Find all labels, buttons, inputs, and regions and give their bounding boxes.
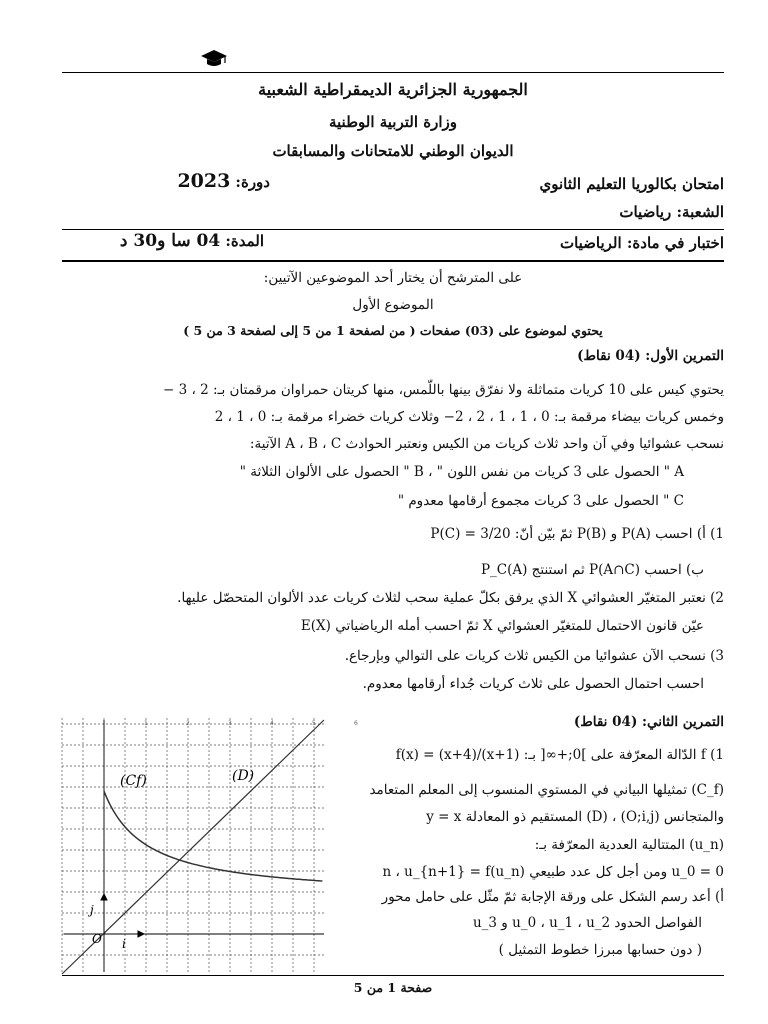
choose-instruction: على المترشح أن يختار أحد الموضوعين الآتيين: bbox=[263, 270, 523, 286]
duration bbox=[64, 231, 264, 251]
ex1-line-4: A " الحصول على 3 كريات من نفس اللون " ، B " الحصول على الألوان الثلاثة " bbox=[239, 464, 684, 480]
duration-label: المدة: bbox=[225, 232, 264, 250]
ex1-line-10: 3) نسحب الآن عشوائيا من الكيس ثلاث كريات على التوالي وبإرجاع. bbox=[344, 648, 724, 664]
exercise1-title: التمرين الأول: (04 نقاط) bbox=[577, 348, 724, 364]
ex2-line-5: u_0 = 0 ومن أجل كل عدد طبيعي n ، u_{n+1} = f(u_n) bbox=[382, 864, 724, 880]
ex2-line-2: (C_f) تمثيلها البياني في المستوي المنسوب إلى المعلم المتعامد bbox=[369, 782, 724, 798]
axis-number: 6 bbox=[354, 720, 358, 727]
footer-rule bbox=[62, 975, 724, 976]
ex1-line-2: وخمس كريات بيضاء مرقمة بـ: 0 ، 1 ، 1 ، 2 ، 2− وثلاث كريات خضراء مرقمة بـ: 0 ، 1 ، 2 bbox=[214, 409, 724, 425]
duration-value: 04 سا و30 د bbox=[119, 231, 221, 251]
ex2-line-1: 1) f الدّالة المعرّفة على ]0;+∞[ بـ: f(x) = (x+4)/(x+1) bbox=[395, 747, 724, 763]
ex1-line-5: C " الحصول على 3 كريات مجموع أرقامها معدوم " bbox=[397, 493, 684, 509]
curve-cf bbox=[104, 791, 322, 881]
ex2-line-3: والمتجانس (O;i,j) ، (D) المستقيم ذو المعادلة y = x bbox=[426, 809, 724, 825]
exercise2-title: التمرين الثاني: (04 نقاط) bbox=[573, 714, 724, 730]
axis-number: 3 bbox=[228, 720, 232, 727]
ex1-line-1: يحتوي كيس على 10 كريات متماثلة ولا نفرّق بينها باللّمس، منها كريتان حمراوان مرقمتان بـ: 2 ، 3 − bbox=[162, 382, 724, 398]
axis-number: 4 bbox=[270, 720, 274, 727]
j-label: j bbox=[90, 903, 94, 917]
office-title: الديوان الوطني للامتحانات والمسابقات bbox=[272, 142, 514, 160]
branch: الشعبة: رياضيات bbox=[619, 203, 724, 221]
top-rule bbox=[62, 72, 724, 73]
republic-title: الجمهورية الجزائرية الديمقراطية الشعبية bbox=[258, 80, 528, 99]
ex1-line-3: نسحب عشوائيا وفي آن واحد ثلاث كريات من الكيس ونعتبر الحوادث A ، B ، C الآتية: bbox=[249, 436, 724, 452]
subject: اختبار في مادة: الرياضيات bbox=[559, 234, 724, 252]
page-number: صفحة 1 من 5 bbox=[353, 980, 433, 995]
ministry-title: وزارة التربية الوطنية bbox=[328, 113, 457, 131]
ex1-line-6: 1) أ) احسب P(A) و P(B) ثمّ بيّن أنّ: P(C) = 3/20 bbox=[430, 526, 724, 542]
ex2-line-4: (u_n) المتتالية العددية المعرّفة بـ: bbox=[534, 837, 724, 853]
ex1-line-7: ب) احسب P(A∩C) ثم استنتج P_C(A) bbox=[480, 562, 704, 578]
vector-j-arrow bbox=[101, 894, 107, 900]
header-rule-1 bbox=[62, 229, 724, 230]
ex1-line-11: احسب احتمال الحصول على ثلاث كريات جُداء أرقامها معدوم. bbox=[362, 676, 704, 692]
topic-title: الموضوع الأول bbox=[352, 297, 434, 313]
exam-title: امتحان بكالوريا التعليم الثانوي bbox=[539, 175, 724, 193]
ex2-line-6: أ) أعد رسم الشكل على ورقة الإجابة ثمّ مثّل على حامل محور bbox=[381, 889, 724, 905]
function-graph bbox=[62, 718, 358, 974]
axis-number: 5 bbox=[312, 720, 316, 727]
ex1-line-9: عيّن قانون الاحتمال للمتغيّر العشوائي X ثمّ احسب أمله الرياضياتي E(X) bbox=[300, 618, 704, 634]
axis-number: 2 bbox=[186, 720, 190, 727]
i-label: i bbox=[122, 937, 126, 951]
graduation-cap-icon bbox=[200, 48, 228, 68]
pages-note: يحتوي لموضوع على (03) صفحات ( من لصفحة 1 من 5 إلى لصفحة 3 من 5 ) bbox=[183, 323, 603, 338]
vector-i-arrow bbox=[138, 931, 144, 937]
ex2-line-7: الفواصل الحدود u_0 ، u_1 ، u_2 و u_3 bbox=[472, 915, 702, 931]
session-label: دورة: bbox=[235, 173, 270, 191]
session bbox=[70, 170, 270, 192]
session-year: 2023 bbox=[177, 170, 231, 192]
header-rule-2 bbox=[62, 260, 724, 262]
ex2-line-8: ( دون حسابها مبرزا خطوط التمثيل ) bbox=[498, 942, 702, 958]
line-label: (D) bbox=[232, 768, 255, 784]
curve-label: (Cf) bbox=[120, 773, 147, 789]
origin-label: O bbox=[92, 932, 102, 946]
axis-number: 1 bbox=[144, 720, 148, 727]
ex1-line-8: 2) نعتبر المتغيّر العشوائي X الذي يرفق بكلّ عملية سحب لثلاث كريات عدد الألوان المتحصّل عليها. bbox=[177, 590, 724, 606]
